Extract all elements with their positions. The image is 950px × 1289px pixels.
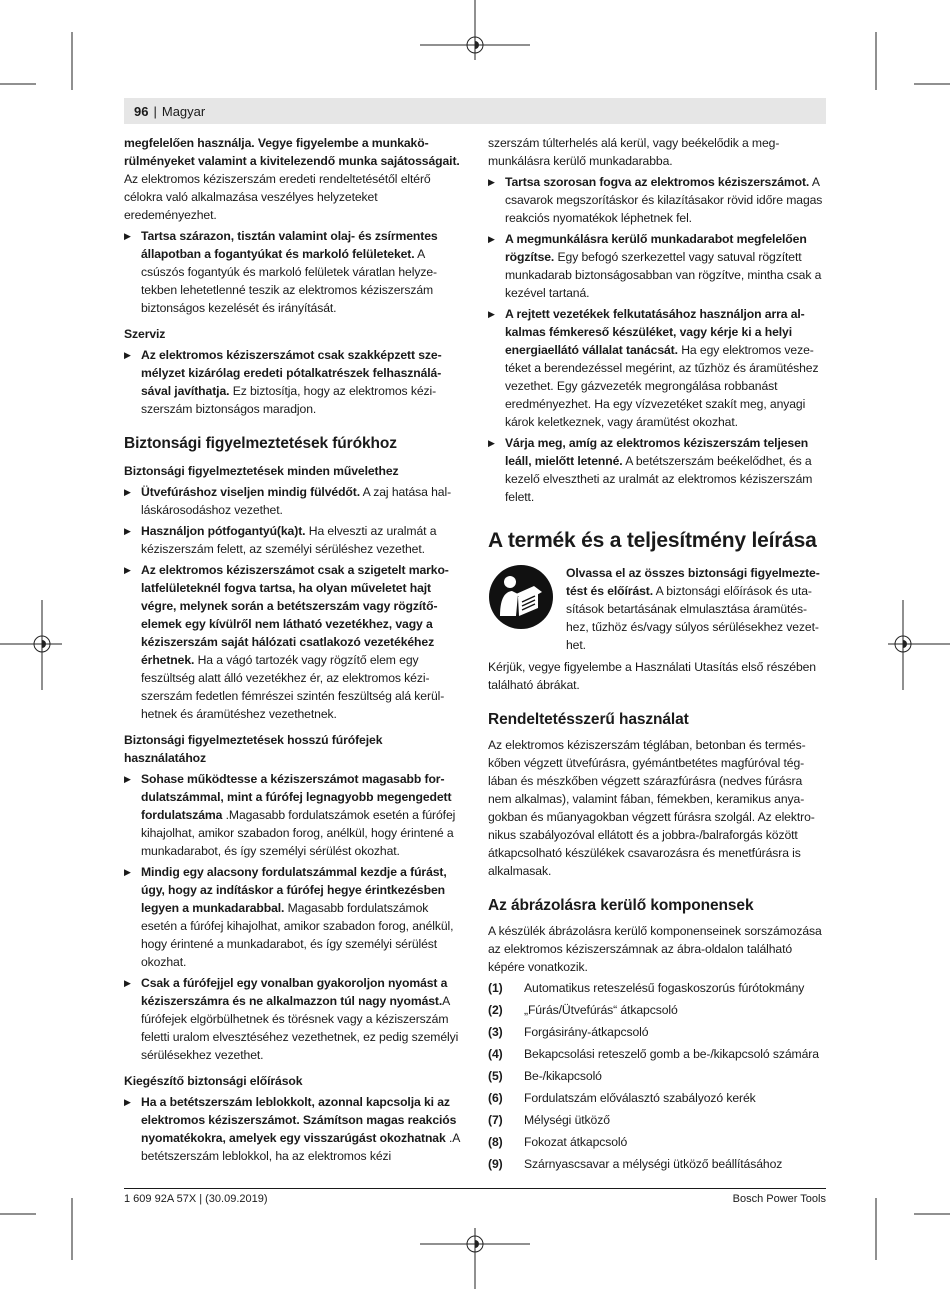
section-heading-components: Az ábrázolásra kerülő komponensek — [488, 897, 754, 914]
header-separator: | — [153, 103, 157, 119]
bullet-item: ▶ Mindig egy alacsony fordulatszámmal kezdje a fúrást, úgy, hogy az indításkor a fúrófej hegye érintkezésben legyen a munkadarabbal. Magasabb fordulatszámok esetén a fúrófej kihajolhat, amikor szabadon forog, anélkül, hogy érintené a munkadarabot, és így személyi sérülést okozhat. — [124, 863, 460, 971]
component-item: (5) Be-/kikapcsoló — [488, 1069, 602, 1083]
page-footer — [124, 1188, 826, 1205]
bullet-item: ▶ A megmunkálásra kerülő munkadarabot megfelelően rögzítse. Egy befogó szerkezettel vagy satuval rögzített munkadarab biztonságosabban van rögzítve, mintha csak a kezével tartaná. — [488, 230, 824, 302]
section-heading-intended-use: Rendeltetésszerű használat — [488, 711, 689, 728]
read-instructions-warning: Olvassa el az összes biztonsági figyelmeztetést és előírást. A biztonsági előírások és utasítások betartásának elmulasztása áramütéshez, tűzhöz és/vagy súlyos sérülésekhez vezethet. — [488, 564, 824, 654]
subheading-additional: Kiegészítő biztonsági előírások — [124, 1074, 303, 1088]
section-heading-drill-safety: Biztonsági figyelmeztetések fúrókhoz — [124, 435, 397, 452]
subheading-all-operations: Biztonsági figyelmeztetések minden művelethez — [124, 464, 399, 478]
bullet-item: ▶ Használjon pótfogantyú(ka)t. Ha elveszti az uralmát a kéziszerszám felett, az személyi sérüléshez vezethet. — [124, 522, 460, 558]
component-item: (8) Fokozat átkapcsoló — [488, 1135, 628, 1149]
footer-doc-number: 1 609 92A 57X | (30.09.2019) — [124, 1193, 268, 1205]
component-item: (2) „Fúrás/Ütvefúrás“ átkapcsoló — [488, 1003, 678, 1017]
bullet-item: ▶ Ha a betétszerszám leblokkolt, azonnal kapcsolja ki az elektromos kéziszerszámot. Számítson magas reakciós nyomatékokra, amelyek egy visszarúgást okozhatnak .A betétszerszám leblokkol, ha az elektromos kézi — [124, 1093, 460, 1165]
section-heading-product: A termék és a teljesítmény leírása — [488, 529, 817, 552]
subheading-service: Szerviz — [124, 327, 166, 341]
component-item: (4) Bekapcsolási reteszelő gomb a be-/kikapcsoló számára — [488, 1047, 819, 1061]
subheading-long-bits: Biztonsági figyelmeztetések hosszú fúrófejek használatához — [124, 733, 383, 765]
components-list — [488, 979, 824, 1173]
bullet-item: ▶ Sohase működtesse a kéziszerszámot magasabb fordulatszámmal, mint a fúrófej legnagyobb megengedett fordulatszáma .Magasabb fordulatszámok esetén a fúrófej kihajolhat, amikor szabadon forog, anélkül, hogy érintené a munkadarabot, és így személyi sérülést okozhat. — [124, 770, 460, 860]
bullet-item: ▶ Tartsa szorosan fogva az elektromos kéziszerszámot. A csavarok megszorításkor és kilazításakor rövid időre magas reakciós nyomatékok léphetnek fel. — [488, 173, 824, 227]
bullet-item: ▶ Csak a fúrófejjel egy vonalban gyakoroljon nyomást a kéziszerszámra és ne alkalmazzon túl nagy nyomást.A fúrófejek elgörbülhetnek és törésnek vagy a kéziszerszám feletti uralom elvesztéséhez vezethetnek, ez pedig személyi sérülésekhez vezethet. — [124, 974, 460, 1064]
header-language: Magyar — [161, 103, 206, 119]
paragraph-continuation: megfelelően használja. Vegye figyelembe a munkakörülményeket valamint a kivitelezendő munka sajátosságait. Az elektromos kéziszerszám eredeti rendeltetésétől eltérő célokra való alkalmazása veszélyes helyzeteket eredeményezhet. — [124, 136, 460, 222]
bullet-item: ▶ Tartsa szárazon, tisztán valamint olaj- és zsírmentes állapotban a fogantyúkat és markoló felületeket. A csúszós fogantyúk és markoló felületek váratlan helyzetekben lehetetlenné teszik az elektromos kéziszerszám biztonságos kezelését és irányítását. — [124, 227, 460, 317]
paragraph-continuation: szerszám túlterhelés alá kerül, vagy beékelődik a megmunkálásra kerülő munkadarabba. — [488, 136, 780, 168]
page-header — [124, 98, 826, 124]
bullet-item: ▶ A rejtett vezetékek felkutatásához használjon arra alkalmas fémkereső készüléket, vagy kérje ki a helyi energiaellátó vállalat tanácsát. Ha egy elektromos vezetéket a berendezéssel megérint, az tűzhöz és áramütéshez vezethet. Egy gázvezeték megrongálása robbanást eredményezhet. Ha egy vízvezetéket szakít meg, anyagi károk keletkeznek, vagy áramütést okozhat. — [488, 305, 824, 431]
left-column — [124, 134, 460, 1168]
bullet-item: ▶ Ütvefúráshoz viseljen mindig fülvédőt. A zaj hatása halláskárosodáshoz vezethet. — [124, 483, 460, 519]
right-column — [488, 134, 824, 1177]
intended-use-text: Az elektromos kéziszerszám téglában, betonban és terméskőben végzett ütvefúrásra, gyémántbetétes magfúróval téglában és mészkőben végzett szárazfúrásra (nedves fúrásra nem alkalmas), valamint fában, fémekben, keramikus anyagokban és műanyagokban végzett fúrásra szolgál. Az elektronikus szabályozóval ellátott és a jobbra-/balraforgás között átkapcsolható készülékek csavarozásra és menetfúrásra is alkalmasak. — [488, 738, 815, 878]
bullet-item: ▶ Az elektromos kéziszerszámot csak a szigetelt markolatfelületeknél fogva tartsa, ha olyan műveletet hajt végre, melynek során a betétszerszám vagy rögzítőelemek egy kívülről nem látható vezetékhez, vagy a kéziszerszám saját hálózati csatlakozó vezetékéhez érhetnek. Ha a vágó tartozék vagy rögzítő elem egy feszültség alatt álló vezetékhez ér, az elektromos kéziszerszám fedetlen fémrészei szintén feszültség alá kerülhetnek és áramütéshez vezethetnek. — [124, 561, 460, 723]
read-manual-icon — [488, 564, 554, 630]
figures-note: Kérjük, vegye figyelembe a Használati Utasítás első részében található ábrákat. — [488, 660, 816, 692]
page-number: 96 — [134, 103, 149, 119]
component-item: (6) Fordulatszám előválasztó szabályozó kerék — [488, 1091, 756, 1105]
component-item: (7) Mélységi ütköző — [488, 1113, 610, 1127]
bullet-item: ▶ Az elektromos kéziszerszámot csak szakképzett személyzet kizárólag eredeti pótalkatrészek felhasználásával javíthatja. Ez biztosítja, hogy az elektromos kéziszerszám biztonságos maradjon. — [124, 346, 460, 418]
components-intro: A készülék ábrázolásra kerülő komponenseinek sorszámozása az elektromos kéziszerszámnak az ábra-oldalon található képére vonatkozik. — [488, 924, 822, 974]
bullet-item: ▶ Várja meg, amíg az elektromos kéziszerszám teljesen leáll, mielőtt letenné. A betétszerszám beékelődhet, és a kezelő elvesztheti az uralmát az elektromos kéziszerszám felett. — [488, 434, 824, 506]
footer-brand: Bosch Power Tools — [732, 1193, 826, 1205]
component-item: (3) Forgásirány-átkapcsoló — [488, 1025, 649, 1039]
component-item: (9) Szárnyascsavar a mélységi ütköző beállításához — [488, 1157, 783, 1171]
component-item: (1) Automatikus reteszelésű fogaskoszorús fúrótokmány — [488, 981, 805, 995]
